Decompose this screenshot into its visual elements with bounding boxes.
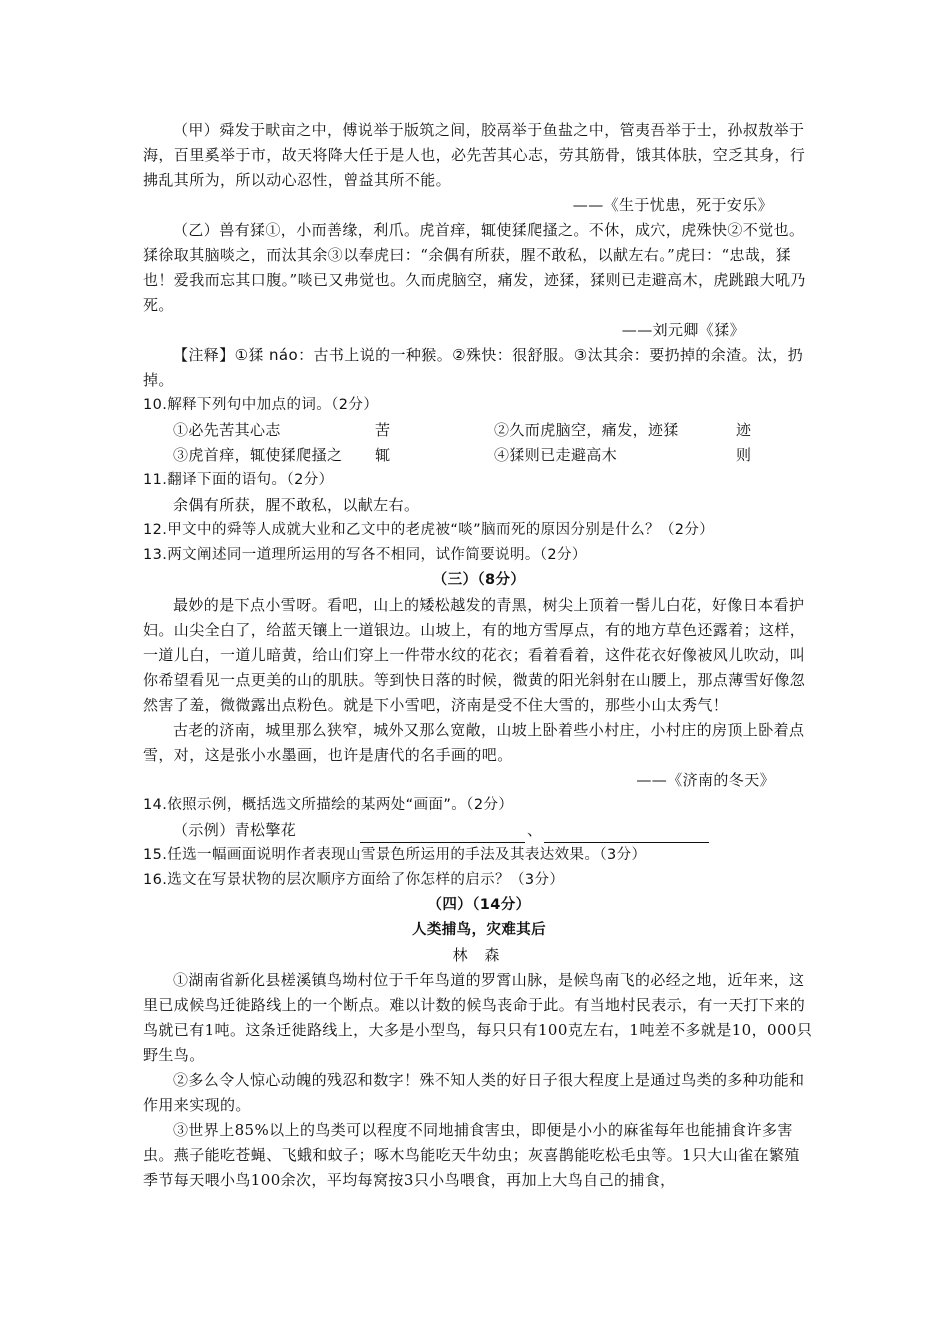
question-10-item xyxy=(494,443,815,468)
section-4-heading: （四）（14分） xyxy=(427,897,531,913)
question-10-row-1 xyxy=(143,418,815,443)
passage-yi-source: ——刘元卿《猱》 xyxy=(621,321,745,339)
annotation-note: 【注释】①猱 náo：古书上说的一种猴。②殊快：很舒服。③汰其余：要扔掉的余渣。汰，扔掉。 xyxy=(143,346,804,389)
question-11: 11.翻译下面的语句。（2分） xyxy=(143,472,334,488)
question-10: 10.解释下列句中加点的词。（2分） xyxy=(143,397,379,413)
item-phrase: ①必先苦其心志 xyxy=(173,421,281,439)
section-3-source: ——《济南的冬天》 xyxy=(636,771,775,789)
question-10-item xyxy=(173,443,494,468)
question-10-item xyxy=(494,418,815,443)
section-3-para-2: 古老的济南，城里那么狭窄，城外又那么宽敞，山坡上卧着些小村庄，小村庄的房顶上卧着点雪，对，这是张小水墨画，也许是唐代的名手画的吧。 xyxy=(143,721,805,764)
item-phrase: ②久而虎脑空，痛发，迹猱 xyxy=(494,421,679,439)
question-13: 13.两文阐述同一道理所运用的写各不相同，试作简要说明。（2分） xyxy=(143,547,587,563)
answer-blank-1[interactable] xyxy=(360,826,525,843)
question-11-sentence: 余偶有所获，腥不敢私，以献左右。 xyxy=(173,496,420,514)
section-4-para-2: ②多么令人惊心动魄的残忍和数字！殊不知人类的好日子很大程度上是通过鸟类的多种功能和作用来实现的。 xyxy=(143,1071,805,1114)
question-10-item xyxy=(173,418,494,443)
section-3-para-1: 最妙的是下点小雪呀。看吧，山上的矮松越发的青黑，树尖上顶着一髻儿白花，好像日本看护妇。山尖全白了，给蓝天镶上一道银边。山坡上，有的地方雪厚点，有的地方草色还露着；这样，一道儿白，一道儿暗黄，给山们穿上一件带水纹的花衣；看着看着，这件花衣好像被风儿吹动，叫你希望看见一点更美的山的肌肤。等到快日落的时候，微黄的阳光斜射在山腰上，那点薄雪好像忽然害了羞，微微露出点粉色。就是下小雪吧，济南是受不住大雪的，那些小山太秀气！ xyxy=(143,596,806,714)
passage-jia: （甲）舜发于畎亩之中，傅说举于版筑之间，胶鬲举于鱼盐之中，管夷吾举于士，孙叔敖举于海，百里奚举于市，故天将降大任于是人也，必先苦其心志，劳其筋骨，饿其体肤，空乏其身，行拂乱其所为，所以动心忍性，曾益其所不能。 xyxy=(143,121,806,189)
item-word: 则 xyxy=(736,446,752,464)
question-15: 15.任选一幅画面说明作者表现山雪景色所运用的手法及其表达效果。（3分） xyxy=(143,847,647,863)
article-author: 林 森 xyxy=(452,946,506,964)
section-4-para-3: ③世界上85%以上的鸟类可以程度不同地捕食害虫，即便是小小的麻雀每年也能捕食许多害虫。燕子能吃苍蝇、飞蛾和蚊子；啄木鸟能吃天牛幼虫；灰喜鹊能吃松毛虫等。1只大山雀在繁殖季节每天喂小鸟100余次，平均每窝按3只小鸟喂食，再加上大鸟自己的捕食， xyxy=(143,1121,800,1189)
item-word: 苦 xyxy=(375,421,391,439)
question-14: 14.依照示例，概括选文所描绘的某两处“画面”。（2分） xyxy=(143,797,514,813)
answer-blank-2[interactable] xyxy=(544,826,709,843)
item-word: 辄 xyxy=(375,446,391,464)
question-14-example: （示例）青松擎花 xyxy=(173,821,297,839)
item-phrase: ③虎首痒，辄使猱爬搔之 xyxy=(173,446,343,464)
exam-page xyxy=(143,118,815,1193)
section-3-heading: （三）（8分） xyxy=(432,572,526,588)
passage-jia-source: ——《生于忧患，死于安乐》 xyxy=(572,196,773,214)
section-4-para-1: ①湖南省新化县槎溪镇鸟坳村位于千年鸟道的罗霄山脉，是候鸟南飞的必经之地，近年来，这里已成候鸟迁徙路线上的一个断点。难以计数的候鸟丧命于此。有当地村民表示，有一天打下来的鸟就已有1吨。这条迁徙路线上，大多是小型鸟，每只只有100克左右，1吨差不多就是10，000只野生鸟。 xyxy=(143,971,813,1064)
question-16: 16.选文在写景状物的层次顺序方面给了你怎样的启示？（3分） xyxy=(143,872,565,888)
question-12: 12.甲文中的舜等人成就大业和乙文中的老虎被“啖”脑而死的原因分别是什么？（2分） xyxy=(143,522,715,538)
item-word: 迹 xyxy=(736,421,752,439)
item-phrase: ④猱则已走避高木 xyxy=(494,446,618,464)
question-14-answer-row xyxy=(143,818,815,843)
passage-yi: （乙）兽有猱①，小而善缘，利爪。虎首痒，辄使猱爬搔之。不休，成穴，虎殊快②不觉也。猱徐取其脑啖之，而汰其余③以奉虎曰：“余偶有所获，腥不敢私，以献左右。”虎曰：“忠哉，猱也！爱我而忘其口腹。”啖已又弗觉也。久而虎脑空，痛发，迹猱，猱则已走避高木，虎跳踉大吼乃死。 xyxy=(143,221,806,314)
article-title: 人类捕鸟，灾难其后 xyxy=(411,922,547,938)
blank-separator: 、 xyxy=(527,821,543,839)
question-10-row-2 xyxy=(143,443,815,468)
